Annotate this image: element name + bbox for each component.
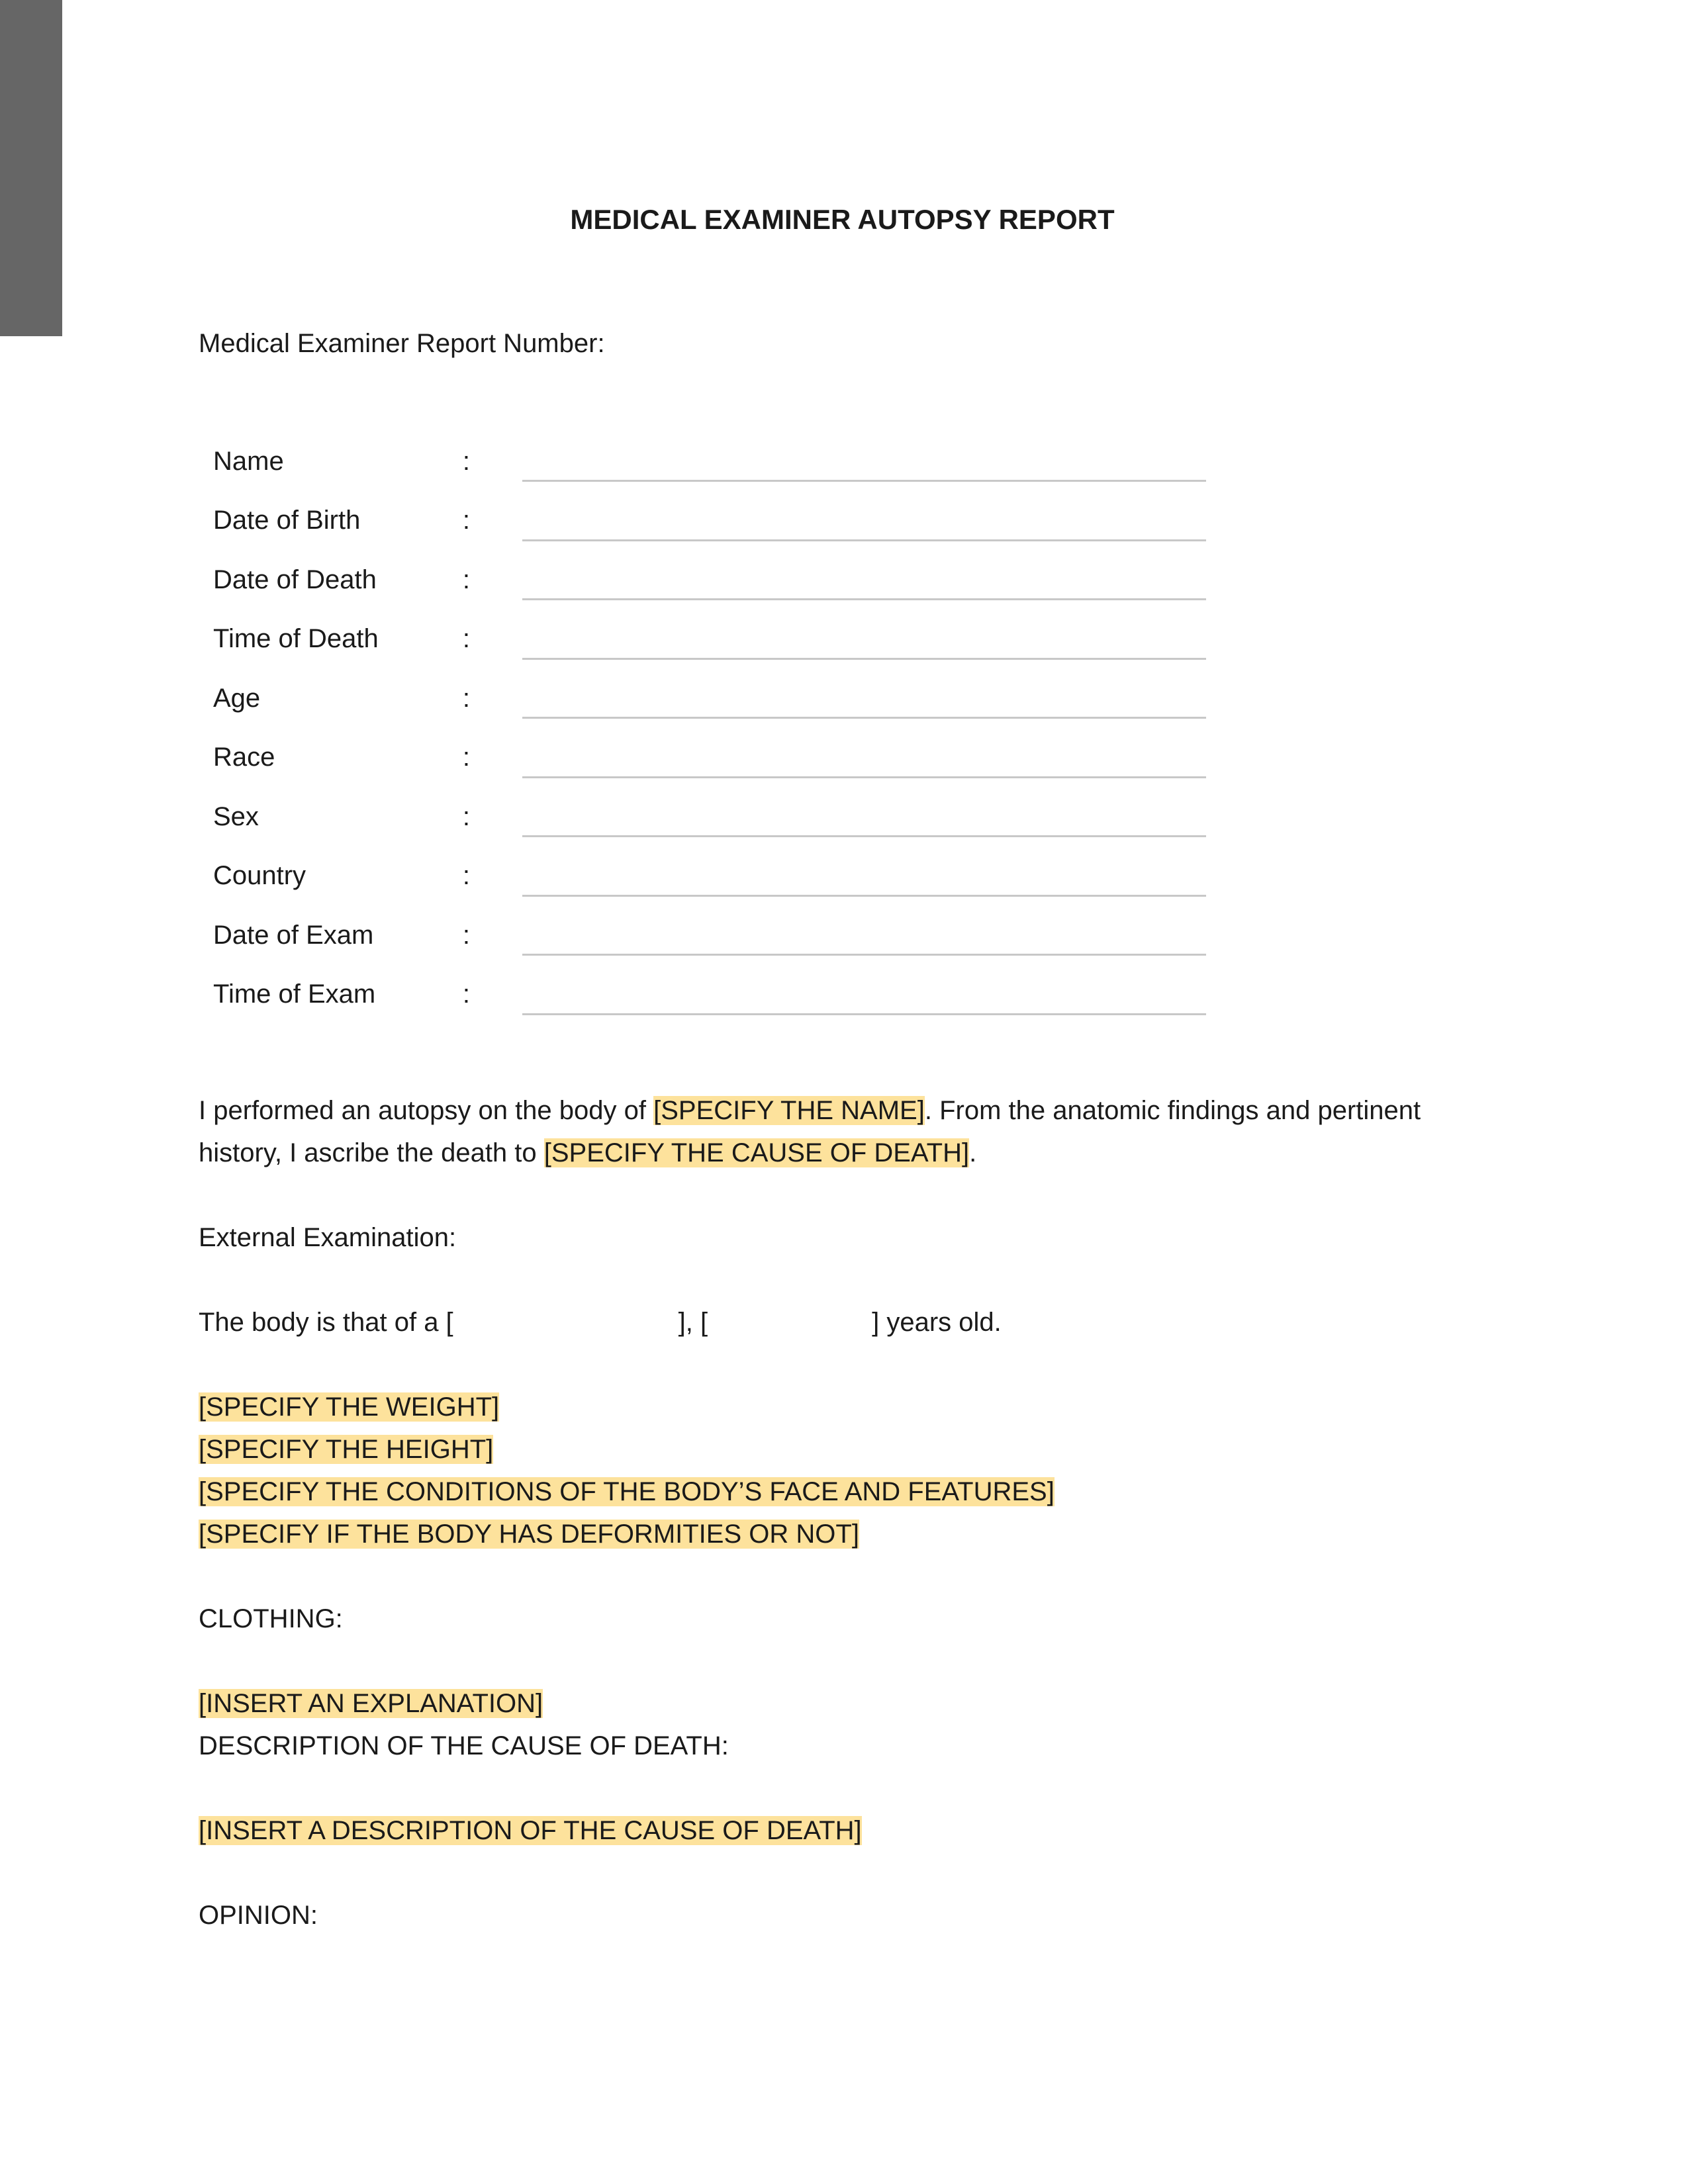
statement-text: history, I ascribe the death to (199, 1138, 544, 1167)
clothing-explanation-placeholder[interactable]: [INSERT AN EXPLANATION] (199, 1689, 543, 1718)
name-placeholder[interactable]: [SPECIFY THE NAME] (653, 1096, 925, 1125)
field-input-time-of-exam[interactable] (522, 965, 1206, 1024)
blank-line (522, 623, 1206, 660)
form-row-date-of-birth (213, 491, 1206, 551)
field-input-date-of-birth[interactable] (522, 491, 1206, 551)
form-row-age (213, 668, 1206, 728)
blank-line (522, 919, 1206, 956)
body-text: ] years old. (872, 1308, 1002, 1337)
weight-placeholder[interactable]: [SPECIFY THE WEIGHT] (199, 1392, 500, 1422)
body-text: ], [ (678, 1308, 708, 1337)
patient-info-form (213, 432, 1206, 1024)
face-features-line (199, 1471, 1516, 1513)
field-separator: : (462, 683, 470, 713)
field-label-date-of-exam: Date of Exam (213, 920, 374, 950)
cause-description-placeholder[interactable]: [INSERT A DESCRIPTION OF THE CAUSE OF DEATH] (199, 1816, 862, 1845)
field-input-country[interactable] (522, 846, 1206, 906)
field-input-age[interactable] (522, 668, 1206, 728)
form-row-time-of-exam (213, 965, 1206, 1024)
field-label-name: Name (213, 446, 284, 476)
blank-line (522, 564, 1206, 600)
field-separator: : (462, 446, 470, 476)
deformities-placeholder[interactable]: [SPECIFY IF THE BODY HAS DEFORMITIES OR NOT] (199, 1520, 859, 1549)
field-separator: : (462, 743, 470, 772)
field-input-race[interactable] (522, 728, 1206, 788)
field-label-age: Age (213, 683, 261, 713)
document-title: MEDICAL EXAMINER AUTOPSY REPORT (570, 204, 1115, 235)
field-separator: : (462, 801, 470, 831)
form-row-time-of-death (213, 610, 1206, 669)
body-description-line (199, 1301, 1516, 1343)
field-label-country: Country (213, 861, 306, 891)
field-label-sex: Sex (213, 801, 259, 831)
cause-description-line (199, 1809, 1516, 1852)
blank-line (522, 979, 1206, 1015)
cause-description-heading: DESCRIPTION OF THE CAUSE OF DEATH: (199, 1731, 729, 1760)
statement-text: I performed an autopsy on the body of (199, 1096, 654, 1125)
body-text: The body is that of a [ (199, 1308, 453, 1337)
weight-line (199, 1386, 1516, 1428)
field-separator: : (462, 506, 470, 535)
opinion-heading: OPINION: (199, 1901, 318, 1930)
field-separator: : (462, 861, 470, 891)
clothing-heading: CLOTHING: (199, 1604, 343, 1633)
form-row-name (213, 432, 1206, 491)
cause-of-death-placeholder[interactable]: [SPECIFY THE CAUSE OF DEATH] (543, 1138, 970, 1167)
field-input-name[interactable] (522, 432, 1206, 491)
autopsy-statement-line-2 (199, 1132, 1516, 1174)
statement-text: . From the anatomic findings and pertinent (924, 1096, 1421, 1125)
field-label-time-of-exam: Time of Exam (213, 979, 376, 1009)
autopsy-statement-line-1 (199, 1089, 1516, 1132)
deformities-line (199, 1513, 1516, 1555)
external-examination-heading: External Examination: (199, 1223, 457, 1252)
field-input-sex[interactable] (522, 787, 1206, 846)
blank-line (522, 742, 1206, 778)
field-label-date-of-birth: Date of Birth (213, 506, 361, 535)
blank-line (522, 445, 1206, 482)
field-separator: : (462, 624, 470, 654)
form-row-date-of-exam (213, 905, 1206, 965)
height-line (199, 1428, 1516, 1471)
form-row-sex (213, 787, 1206, 846)
blank-line (522, 801, 1206, 837)
report-number-label: Medical Examiner Report Number: (199, 329, 605, 358)
field-label-time-of-death: Time of Death (213, 624, 379, 654)
side-bar-decoration (0, 0, 62, 336)
form-row-country (213, 846, 1206, 906)
field-label-date-of-death: Date of Death (213, 565, 377, 594)
blank-line (522, 860, 1206, 897)
height-placeholder[interactable]: [SPECIFY THE HEIGHT] (199, 1435, 494, 1464)
field-separator: : (462, 920, 470, 950)
form-row-race (213, 728, 1206, 788)
field-label-race: Race (213, 743, 275, 772)
form-row-date-of-death (213, 550, 1206, 610)
field-separator: : (462, 979, 470, 1009)
field-input-time-of-death[interactable] (522, 610, 1206, 669)
blank-line (522, 505, 1206, 541)
face-features-placeholder[interactable]: [SPECIFY THE CONDITIONS OF THE BODY’S FACE AND FEATURES] (199, 1477, 1055, 1506)
field-separator: : (462, 565, 470, 594)
field-input-date-of-death[interactable] (522, 550, 1206, 610)
blank-line (522, 682, 1206, 719)
statement-text: . (969, 1138, 977, 1167)
clothing-explanation-line (199, 1682, 1516, 1725)
field-input-date-of-exam[interactable] (522, 905, 1206, 965)
document-page (199, 0, 1516, 2184)
